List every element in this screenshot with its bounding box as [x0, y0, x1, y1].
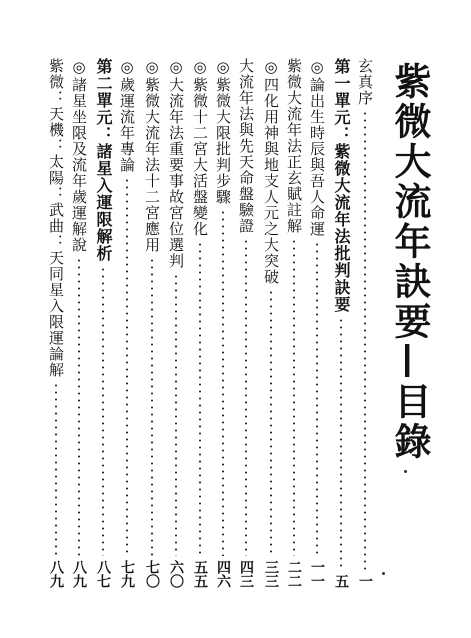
- paper-speck: [382, 572, 385, 575]
- toc-entry-title: 紫微大流年法正玄賦註解: [285, 58, 303, 234]
- toc-entry: [213, 58, 233, 588]
- toc-entry: [236, 58, 256, 588]
- toc-entry: [261, 58, 281, 588]
- toc-entry-page: 三三: [263, 560, 279, 588]
- toc-entry-title: ◎紫微大流年法十二宮應用: [143, 58, 161, 253]
- toc-entry-title: 紫微：天機：太陽：武曲：天同星入限運論解: [47, 58, 65, 378]
- dot-leader: [222, 209, 224, 556]
- dot-leader: [245, 238, 247, 556]
- toc-entry-title: 第一單元：紫微大流年法批判訣要: [332, 58, 351, 313]
- toc-entry-page: 七〇: [144, 560, 160, 588]
- dot-leader: [199, 241, 201, 556]
- toc-entry-page: 六〇: [168, 560, 184, 588]
- toc-entry: [117, 58, 137, 588]
- page-title: 紫微大流年訣要—目錄: [388, 62, 432, 462]
- toc-entry-title: ◎大流年法重要事故宮位選判: [167, 58, 185, 269]
- toc-entry-page: 一: [357, 574, 373, 588]
- toc-entry-page: 七九: [119, 560, 135, 588]
- toc-entry-page: 一一: [309, 560, 325, 588]
- dot-leader: [316, 241, 318, 556]
- toc-entry: [166, 58, 186, 588]
- dot-leader: [364, 110, 366, 570]
- toc-entry: [331, 58, 351, 588]
- toc-entry-page: 四六: [215, 560, 231, 588]
- dot-leader: [78, 257, 80, 556]
- toc-entry-page: 二二: [286, 560, 302, 588]
- toc-entry-title: ◎論出生時辰與吾人命運: [308, 58, 326, 237]
- dot-leader: [293, 238, 295, 556]
- toc-entry-page: 八九: [71, 560, 87, 588]
- toc-entry: [284, 58, 304, 588]
- dot-leader: [340, 317, 342, 570]
- toc-entry-title: ◎諸星坐限及流年歲運解說: [70, 58, 88, 253]
- toc-entry-title: 第二單元：諸星入運限解析: [94, 58, 113, 262]
- toc-entry-title: ◎四化用神與地支人元之大突破: [262, 58, 280, 285]
- toc-entry: [93, 58, 113, 588]
- toc-entry: [142, 58, 162, 588]
- toc-entry: [46, 58, 66, 588]
- toc-entry-title: ◎紫微十二宮大活盤變化: [191, 58, 209, 237]
- dot-leader: [102, 266, 104, 556]
- toc-entry: [355, 58, 375, 588]
- toc-entry-page: 八九: [48, 560, 64, 588]
- toc-entry: [307, 58, 327, 588]
- dot-leader: [270, 289, 272, 556]
- toc-entry-title: ◎歲運流年專論: [118, 58, 136, 173]
- toc-entry-title: ◎紫微大限批判步驟: [214, 58, 232, 205]
- toc-entry-title: 玄真序: [356, 58, 374, 106]
- toc-entry: [69, 58, 89, 588]
- dot-leader: [55, 382, 57, 556]
- dot-leader: [175, 273, 177, 556]
- toc-entry-page: 八七: [95, 560, 111, 588]
- paper-speck: [404, 470, 407, 473]
- toc-entry-title: 大流年法與先天命盤驗證: [237, 58, 255, 234]
- dot-leader: [126, 177, 128, 556]
- toc-entry-page: 五五: [192, 560, 208, 588]
- toc-entry-page: 四三: [238, 560, 254, 588]
- toc-entry: [190, 58, 210, 588]
- toc-entry-page: 五: [333, 574, 349, 588]
- dot-leader: [151, 257, 153, 556]
